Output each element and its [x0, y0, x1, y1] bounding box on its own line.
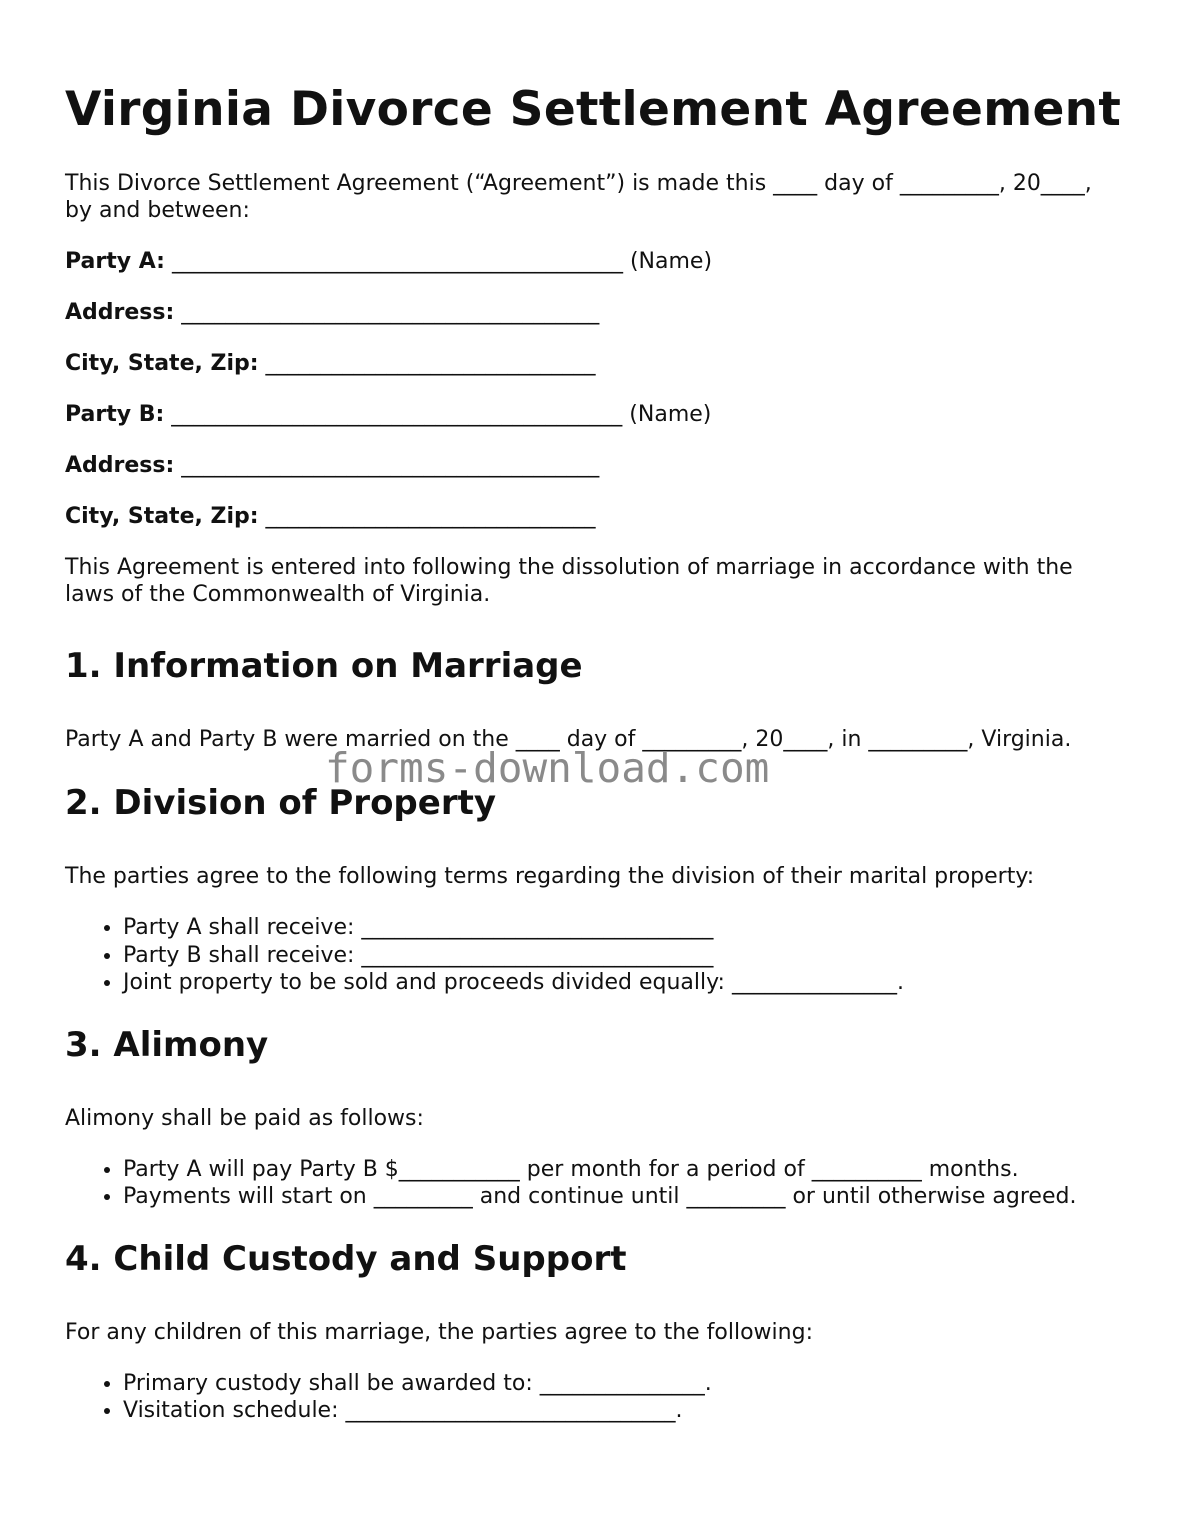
watermark-text: forms-download.com	[325, 744, 770, 792]
field-label: Address:	[65, 300, 175, 325]
field-blank: ______________________________________	[174, 300, 600, 325]
field-label: Party A:	[65, 249, 165, 274]
section-paragraph-marriage: Party A and Party B were married on the ____ day of _________, 20____, in _________, Virginia.	[65, 727, 1072, 752]
alimony-list	[65, 1156, 1125, 1211]
document-title: Virginia Divorce Settlement Agreement	[65, 82, 1122, 137]
section-heading-custody: 4. Child Custody and Support	[65, 1238, 627, 1279]
party-b-name-field	[65, 401, 1125, 428]
list-item: • Payments will start on _________ and continue until _________ or until otherwise agreed.	[123, 1183, 1125, 1211]
party-a-address-field	[65, 299, 1125, 326]
field-label: Address:	[65, 453, 175, 478]
section-paragraph-alimony: Alimony shall be paid as follows:	[65, 1105, 424, 1131]
section-heading-marriage: 1. Information on Marriage	[65, 646, 583, 686]
party-a-city-field	[65, 350, 1125, 377]
closing-paragraph: This Agreement is entered into following the dissolution of marriage in accordance with the laws of the Commonwealth of Virginia.	[65, 555, 1073, 607]
field-blank: ______________________________________	[174, 453, 600, 478]
field-label: City, State, Zip:	[65, 504, 259, 529]
party-a-name-field	[65, 248, 1125, 275]
field-label: Party B:	[65, 402, 165, 427]
custody-list	[65, 1370, 1125, 1425]
list-item: • Party A shall receive: ________________________________	[123, 914, 1125, 942]
section-heading-property: 2. Division of Property	[65, 783, 497, 823]
list-item: • Party B shall receive: ________________________________	[123, 942, 1125, 970]
list-item: • Party A will pay Party B $___________ per month for a period of __________ months.	[123, 1156, 1125, 1184]
field-blank: _________________________________________ (Name)	[164, 249, 713, 274]
field-blank: _________________________________________ (Name)	[164, 402, 712, 427]
party-b-address-field	[65, 452, 1125, 479]
field-blank: ______________________________	[258, 504, 596, 529]
party-b-city-field	[65, 503, 1125, 530]
section-paragraph-custody: For any children of this marriage, the parties agree to the following:	[65, 1319, 813, 1345]
property-list	[65, 914, 1125, 997]
list-item: • Joint property to be sold and proceeds divided equally: _______________.	[123, 969, 1125, 997]
list-item: • Primary custody shall be awarded to: _______________.	[123, 1370, 1125, 1398]
intro-paragraph: This Divorce Settlement Agreement (“Agreement”) is made this ____ day of _________, 20____, by and between:	[65, 171, 1092, 223]
section-heading-alimony: 3. Alimony	[65, 1024, 269, 1065]
field-label: City, State, Zip:	[65, 351, 259, 376]
list-item: • Visitation schedule: ______________________________.	[123, 1397, 1125, 1425]
field-blank: ______________________________	[258, 351, 596, 376]
section-paragraph-property: The parties agree to the following terms regarding the division of their marital property:	[65, 864, 1035, 889]
